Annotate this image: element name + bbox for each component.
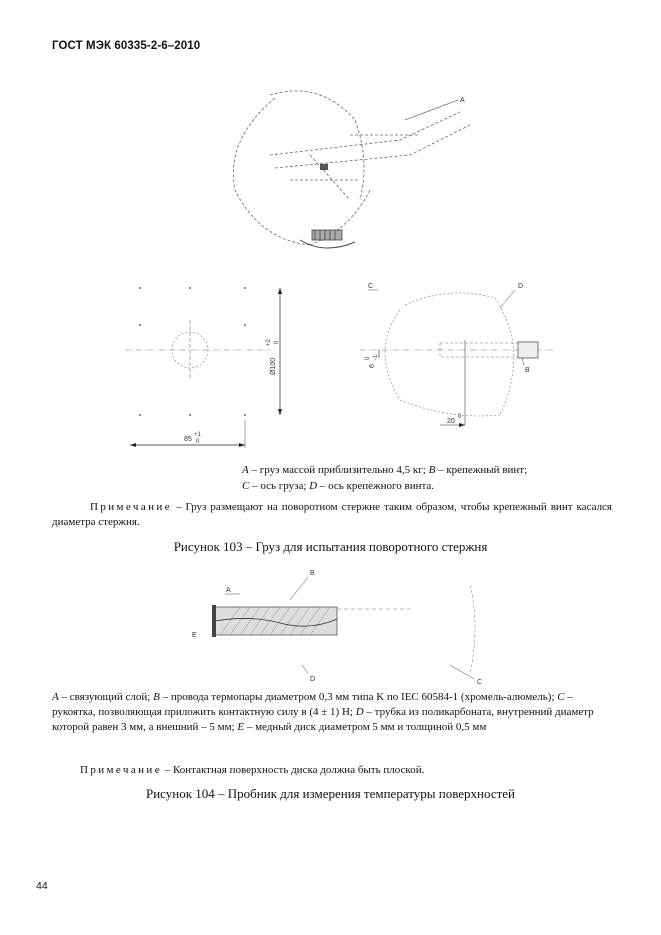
label-C-104: C [477, 679, 483, 685]
legend-key-B: B [428, 464, 436, 476]
small-dim-tol-low: -1 [373, 354, 379, 360]
small-dim-tol-up: 0 [365, 356, 371, 360]
note104-text: – Контактная поверхность диска должна быть плоской. [161, 764, 425, 776]
legend-text-C: – ось груза; [249, 479, 310, 492]
figure-103-front-view [120, 280, 300, 450]
document-header: ГОСТ МЭК 60335-2-6–2010 [52, 40, 201, 52]
legend-key-C: C [242, 479, 250, 492]
small-dim-label: 6 [369, 364, 376, 368]
legend-line-1 [242, 463, 527, 479]
note-word: Примечание [90, 501, 172, 513]
note104-word: Примечание [80, 764, 162, 776]
figure-103-title: Рисунок 103 – Груз для испытания поворотного стержня [173, 539, 488, 554]
legend-text-B: – крепежный винт; [435, 464, 528, 476]
label-A: A [460, 97, 465, 104]
label-D: D [518, 283, 524, 290]
figure-104-legend [52, 690, 612, 735]
legend-key-A: A [242, 464, 249, 476]
legend104-key-E: E [237, 721, 245, 733]
figure-104-probe-drawing [190, 565, 500, 685]
legend104-key-D: D [355, 706, 364, 718]
legend104-text-A: – связующий слой; [58, 691, 154, 703]
depth-tol: 0 [458, 414, 462, 420]
label-C: C [368, 283, 374, 290]
figure-103-side-view [360, 280, 560, 440]
width-label: 85 [184, 436, 192, 443]
figure-103-legend [242, 463, 527, 494]
legend104-key-C: C [557, 691, 565, 703]
legend104-text-B: – провода термопары диаметром 0,3 мм типа K по IEC 60584-1 (хромель-алюмель); [159, 691, 558, 703]
legend104-text-C: – рукоятка, позволяющая приложить контактную силу в (4 ± 1) Н; [52, 691, 573, 718]
figure-103-isometric-view [220, 80, 480, 260]
depth-label: 20 [447, 418, 455, 425]
legend104-key-A: A [52, 691, 59, 703]
width-tol-up: +1 [194, 432, 201, 438]
legend104-text-E: – медный диск диаметром 5 мм и толщиной 0,5 мм [244, 721, 487, 733]
diameter-tol-up: +2 [266, 339, 272, 346]
label-B-104: B [310, 570, 315, 577]
page-number: 44 [36, 880, 48, 892]
width-tol-low: 0 [196, 439, 200, 445]
label-E-104: E [192, 632, 197, 639]
legend-key-D: D [309, 479, 318, 492]
diameter-tol-low: 0 [274, 340, 280, 344]
legend104-text-D: – трубка из поликарбоната, внутренний диаметр которой равен 3 мм, а внешний – 5 мм; [52, 706, 594, 733]
figure-104-title: Рисунок 104 – Пробник для измерения температуры поверхностей [145, 786, 516, 801]
legend-text-D: – ось крепежного винта. [317, 479, 435, 492]
label-D-104: D [310, 676, 316, 683]
figure-103-note [52, 500, 612, 530]
label-A-104: A [226, 587, 231, 594]
diameter-label: Ø100 [270, 357, 277, 375]
label-B: B [525, 367, 530, 374]
figure-104-note [52, 763, 612, 778]
legend-line-2 [242, 479, 527, 495]
note-text: – Груз размещают на поворотном стержне таким образом, чтобы крепежный винт касался диаметра стержня. [52, 501, 612, 528]
legend-text-A: – груз массой приблизительно 4,5 кг; [248, 464, 429, 476]
legend104-key-B: B [153, 691, 160, 703]
